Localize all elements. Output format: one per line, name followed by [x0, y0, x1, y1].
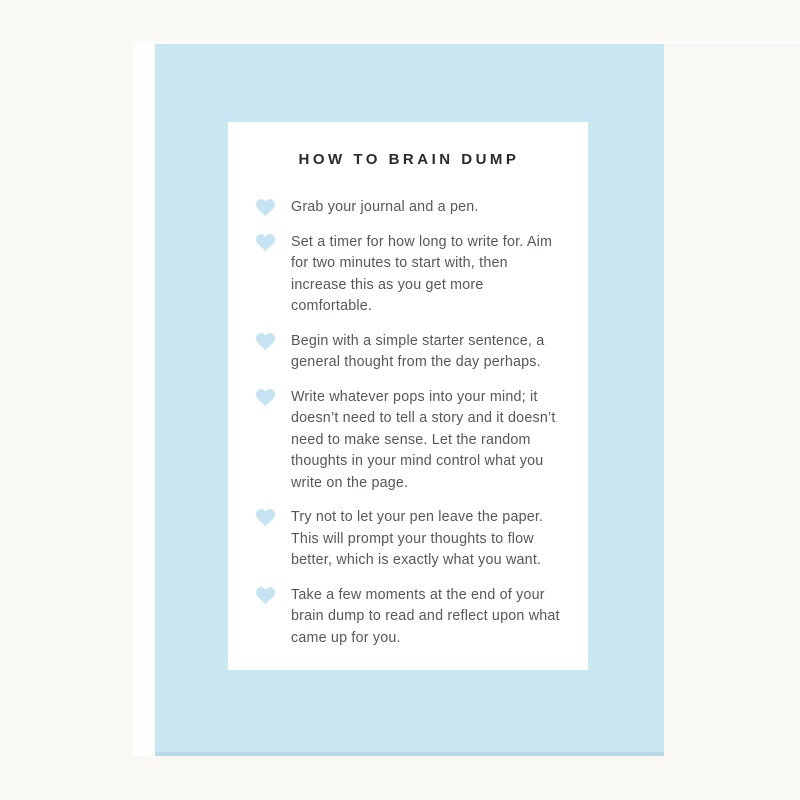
card-title: HOW TO BRAIN DUMP [298, 151, 520, 168]
brain-dump-card [228, 122, 588, 670]
item-text: Try not to let your pen leave the paper. This will prompt your thoughts to flow better, which is exactly what you want. [291, 509, 544, 568]
list-item [252, 585, 566, 650]
item-text: Set a timer for how long to write for. Aim for two minutes to start with, then increase this as you get more comfortable. [291, 233, 553, 314]
item-text: Begin with a simple starter sentence, a general thought from the day perhaps. [291, 332, 545, 370]
list-item [252, 197, 566, 219]
heart-icon [256, 199, 275, 217]
list-item [252, 331, 566, 374]
bullet-list [252, 197, 566, 649]
heart-icon [256, 234, 275, 252]
heart-icon [256, 333, 275, 351]
heart-icon [256, 587, 275, 605]
item-text: Grab your journal and a pen. [291, 199, 479, 215]
heart-icon [256, 509, 275, 527]
item-text: Write whatever pops into your mind; it doesn’t need to tell a story and it doesn’t need to make sense. Let the random thoughts in your mind control what you write on the page. [291, 388, 556, 491]
list-item [252, 232, 566, 318]
list-item [252, 387, 566, 495]
list-item [252, 507, 566, 572]
item-text: Take a few moments at the end of your brain dump to read and reflect upon what came up for you. [291, 586, 560, 646]
page-left-edge [133, 44, 155, 756]
heart-icon [256, 389, 275, 407]
